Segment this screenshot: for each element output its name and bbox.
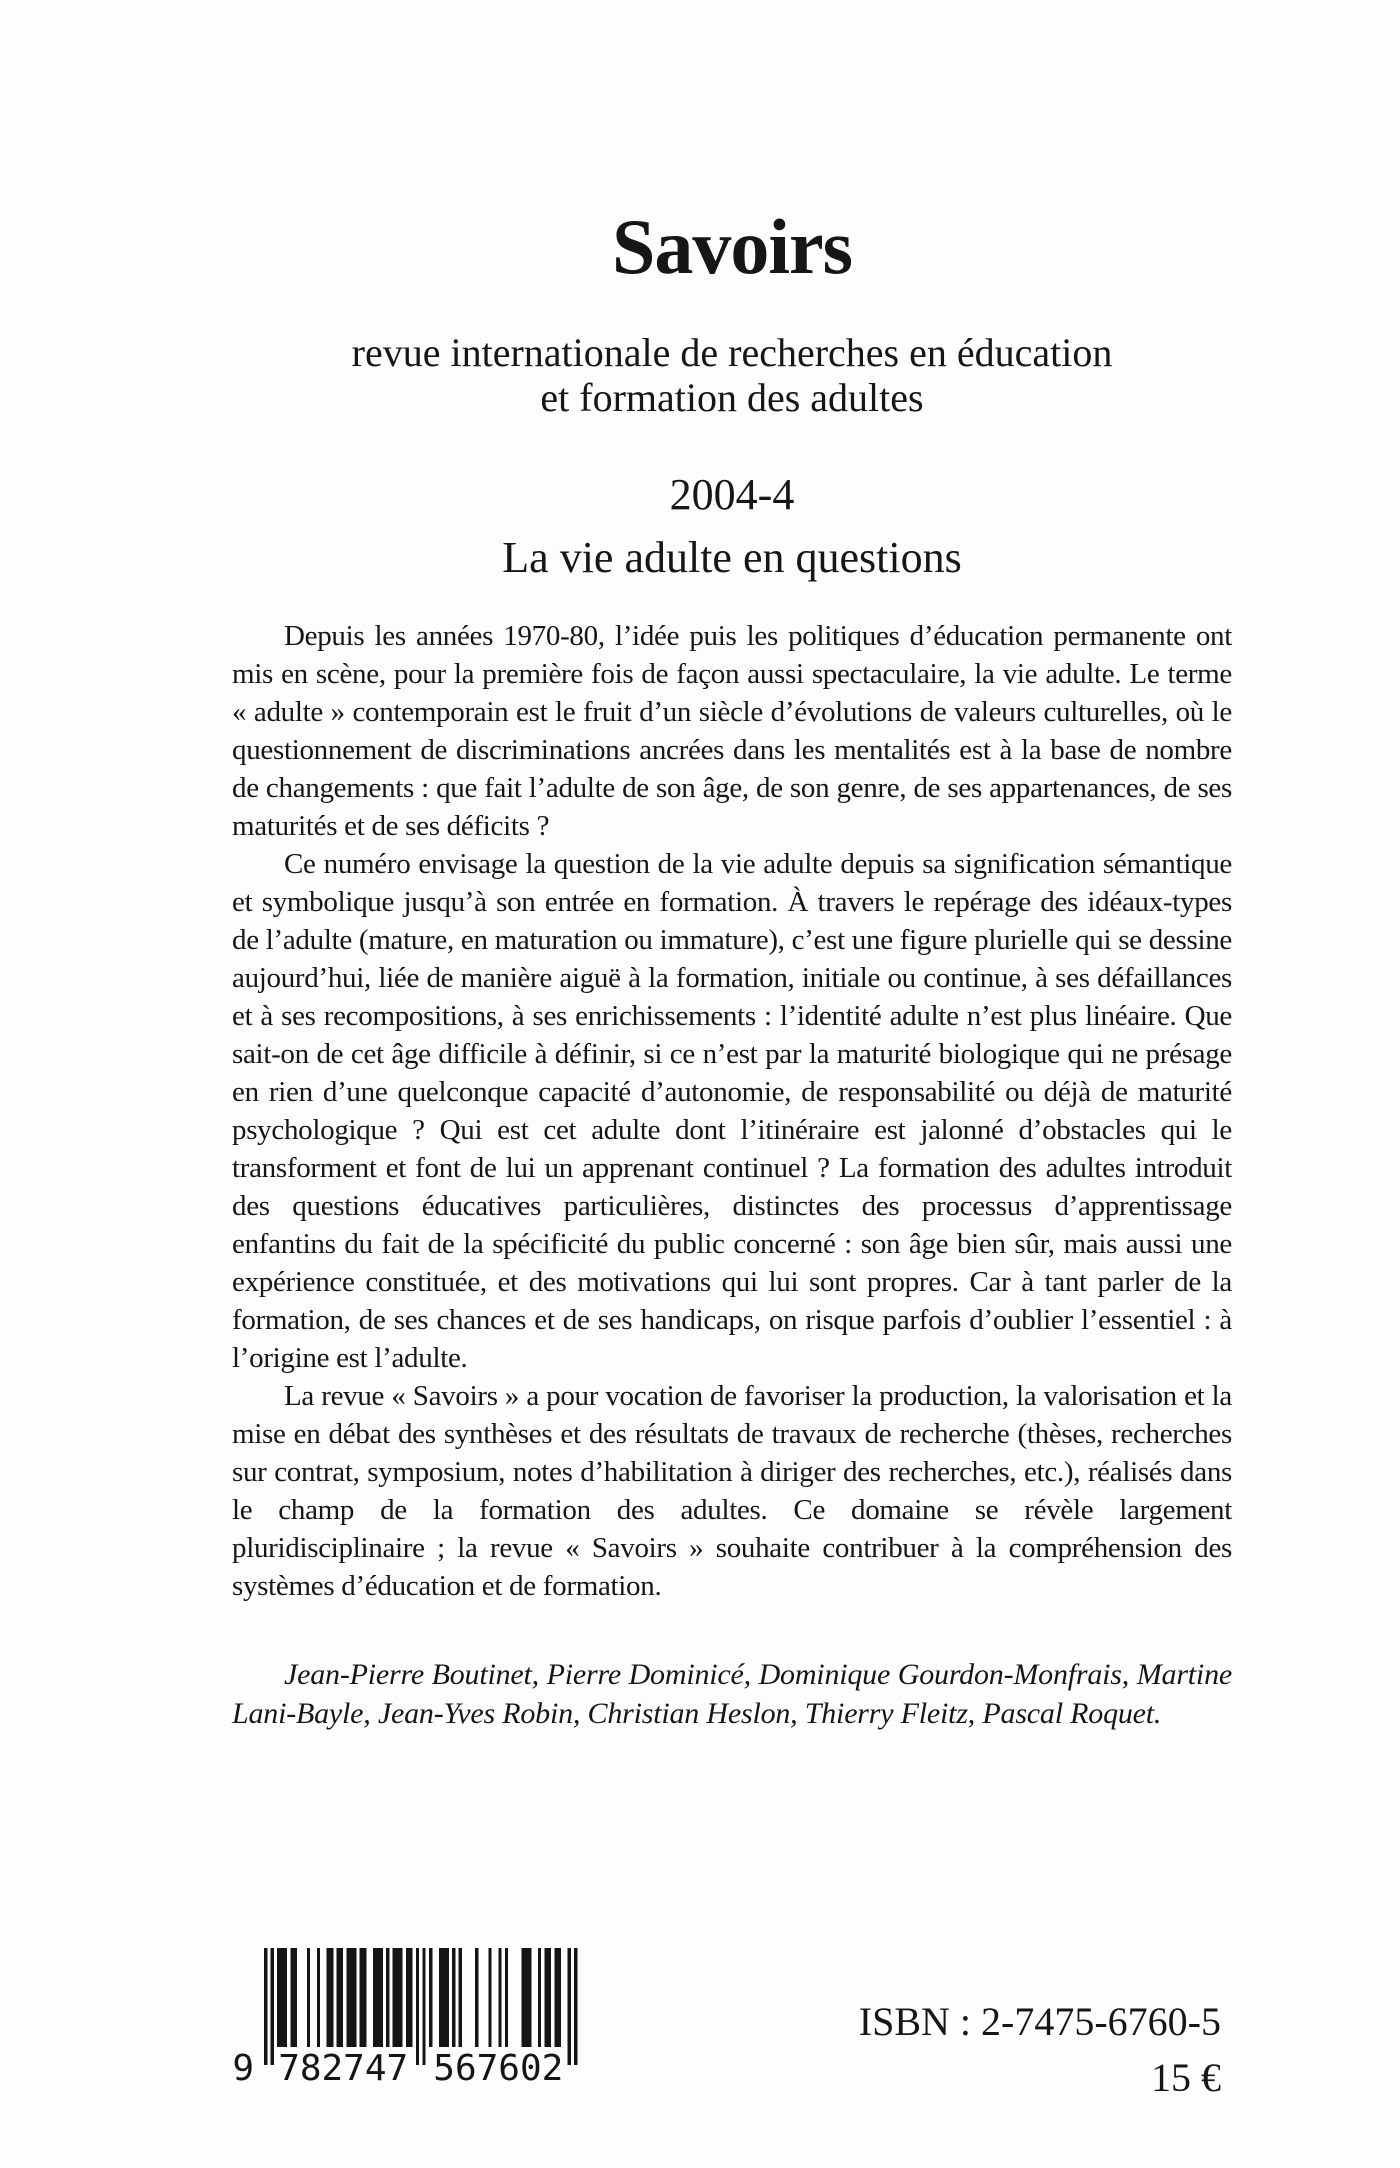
price-label: 15 € bbox=[1151, 2055, 1221, 2100]
paragraph-3: La revue « Savoirs » a pour vocation de favoriser la production, la valorisation et la mise en débat des synthèses et des résultats de travaux de recherche (thèses, recherches sur contrat, symposium, notes d’habilitation à diriger des recherches, etc.), réalisés dans le champ de la formation des adultes. Ce domaine se révèle largement pluridisciplinaire ; la revue « Savoirs » souhaite contribuer à la compréhension des systèmes d’éducation et de formation. bbox=[232, 1380, 1232, 1602]
barcode-digit-first: 9 bbox=[232, 2048, 254, 2084]
paragraph-1: Depuis les années 1970-80, l’idée puis les politiques d’éducation permanente ont mis en scène, pour la première fois de façon aussi spectaculaire, la vie adulte. Le terme « adulte » contemporain est le fruit d’un siècle d’évolutions de valeurs culturelles, où le questionnement de discriminations ancrées dans les mentalités est à la base de nombre de changements : que fait l’adulte de son âge, de son genre, de ses appartenances, de ses maturités et de ses déficits ? bbox=[232, 620, 1232, 842]
paragraph-2: Ce numéro envisage la question de la vie adulte depuis sa signification sémantique et symbolique jusqu’à son entrée en formation. À travers le repérage des idéaux-types de l’adulte (mature, en maturation ou immature), c’est une figure plurielle qui se dessine aujourd’hui, liée de manière aiguë à la formation, initiale ou continue, à ses défaillances et à ses recompositions, à ses enrichissements : l’identité adulte n’est plus linéaire. Que sait-on de cet âge difficile à définir, si ce n’est par la maturité biologique qui ne présage en rien d’une quelconque capacité d’autonomie, de responsabilité ou déjà de maturité psychologique ? Qui est cet adulte dont l’itinéraire est jalonné d’obstacles qui le transforment et font de lui un apprenant continuel ? La formation des adultes introduit des questions éducatives particulières, distinctes des processus d’apprentissage enfantins du fait de la spécificité du public concerné : son âge bien sûr, mais aussi une expérience constituée, et des motivations qui lui sont propres. Car à tant parler de la formation, de ses chances et de ses handicaps, on risque parfois d’oublier l’essentiel : à l’origine est l’adulte. bbox=[232, 848, 1232, 1374]
barcode-digits-left: 782747 bbox=[278, 2048, 409, 2084]
issue-number: 2004-4 bbox=[669, 470, 795, 519]
subtitle-line-1: revue internationale de recherches en éducation bbox=[351, 330, 1113, 375]
journal-subtitle bbox=[232, 330, 1232, 420]
cover-content bbox=[232, 0, 1232, 1733]
back-cover-text bbox=[232, 617, 1232, 1605]
subtitle-line-2: et formation des adultes bbox=[540, 375, 924, 420]
barcode-svg bbox=[226, 1948, 590, 2084]
isbn-label: ISBN : 2-7475-6760-5 bbox=[858, 1999, 1221, 2044]
journal-title: Savoirs bbox=[611, 203, 853, 290]
barcode bbox=[226, 1948, 590, 2089]
barcode-digits-right: 567602 bbox=[433, 2048, 564, 2084]
issue-title: La vie adulte en questions bbox=[502, 533, 962, 582]
authors-list: Jean-Pierre Boutinet, Pierre Dominicé, Dominique Gourdon-Monfrais, Martine Lani-Bayle, Jean-Yves Robin, Christian Heslon, Thierry Fleitz, Pascal Roquet. bbox=[232, 1658, 1232, 1730]
